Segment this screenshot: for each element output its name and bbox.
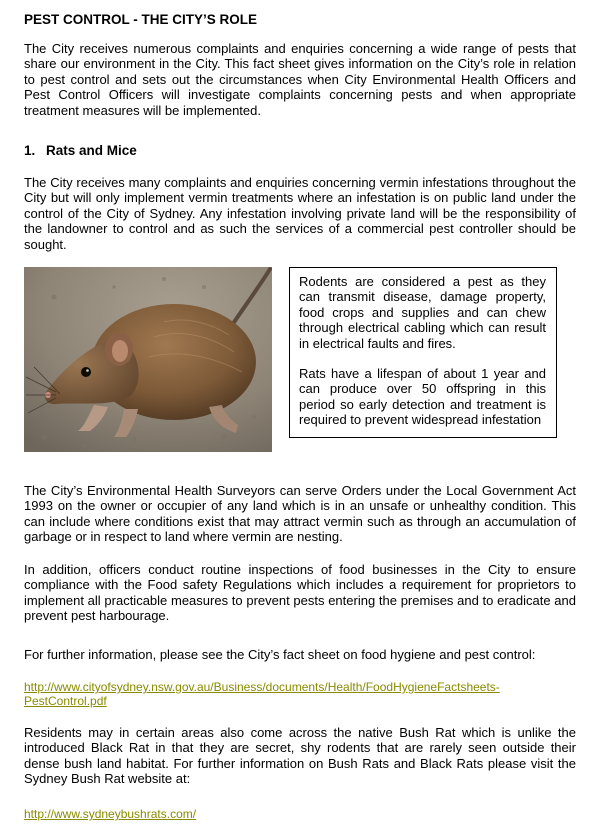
rat-photo: [24, 267, 272, 452]
rats-paragraph: The City receives many complaints and enquiries concerning vermin infestations throughout the City but will only implement vermin treatments where an infestation is on public land under the control of the City of Sydney. Any infestation involving private land will be the responsibility of the landowner to control and as such the services of a commercial pest controller should be sought.: [24, 175, 576, 252]
further-info-paragraph: For further information, please see the City’s fact sheet on food hygiene and pest control:: [24, 647, 536, 662]
page-title: PEST CONTROL - THE CITY’S ROLE: [24, 12, 258, 27]
section-heading-text: Rats and Mice: [46, 143, 137, 158]
food-hygiene-factsheet-link[interactable]: http://www.cityofsydney.nsw.gov.au/Business/documents/Health/FoodHygieneFactsheets-PestControl.pdf: [24, 680, 500, 708]
sydney-bush-rat-website-link[interactable]: http://www.sydneybushrats.com/: [24, 807, 197, 821]
rat-lifespan-paragraph: Rats have a lifespan of about 1 year and can produce over 50 offspring in this period so early detection and treatment is required to prevent widespread infestation: [299, 366, 546, 428]
bush-rat-paragraph: Residents may in certain areas also come across the native Bush Rat which is unlike the introduced Black Rat in that they are secret, shy rodents that are rarely seen outside their dense bush land habitat. For further information on Bush Rats and Black Rats please visit the Sydney Bush Rat website at:: [24, 725, 576, 787]
inspections-paragraph: In addition, officers conduct routine inspections of food businesses in the City to ensure compliance with the Food safety Regulations which includes a requirement for proprietors to implement all practicable measures to prevent pests entering the premises and to eradicate and prevent pest harbourage.: [24, 562, 576, 624]
rat-eye: [81, 367, 91, 377]
section-number: 1.: [24, 143, 36, 158]
orders-paragraph: The City’s Environmental Health Surveyors can serve Orders under the Local Government Act 1993 on the owner or occupier of any land which is in an unsafe or unhealthy condition. This can include where conditions exist that may attract vermin such as through an accumulation of garbage or in respect to land where vermin are nesting.: [24, 483, 576, 545]
rodent-facts-paragraph: Rodents are considered a pest as they can transmit disease, damage property, food crops and supplies and can chew through electrical cabling which can result in electrical faults and fires.: [299, 274, 546, 351]
rodent-facts-box: [289, 267, 557, 438]
section-heading-rats-and-mice: [24, 143, 137, 158]
intro-paragraph: The City receives numerous complaints and enquiries concerning a wide range of pests that share our environment in the City. This fact sheet gives information on the City’s role in relation to pest control and sets out the circumstances when City Environmental Health Officers and Pest Control Officers will investigate complaints concerning pests and when appropriate treatment measures will be implemented.: [24, 41, 576, 118]
